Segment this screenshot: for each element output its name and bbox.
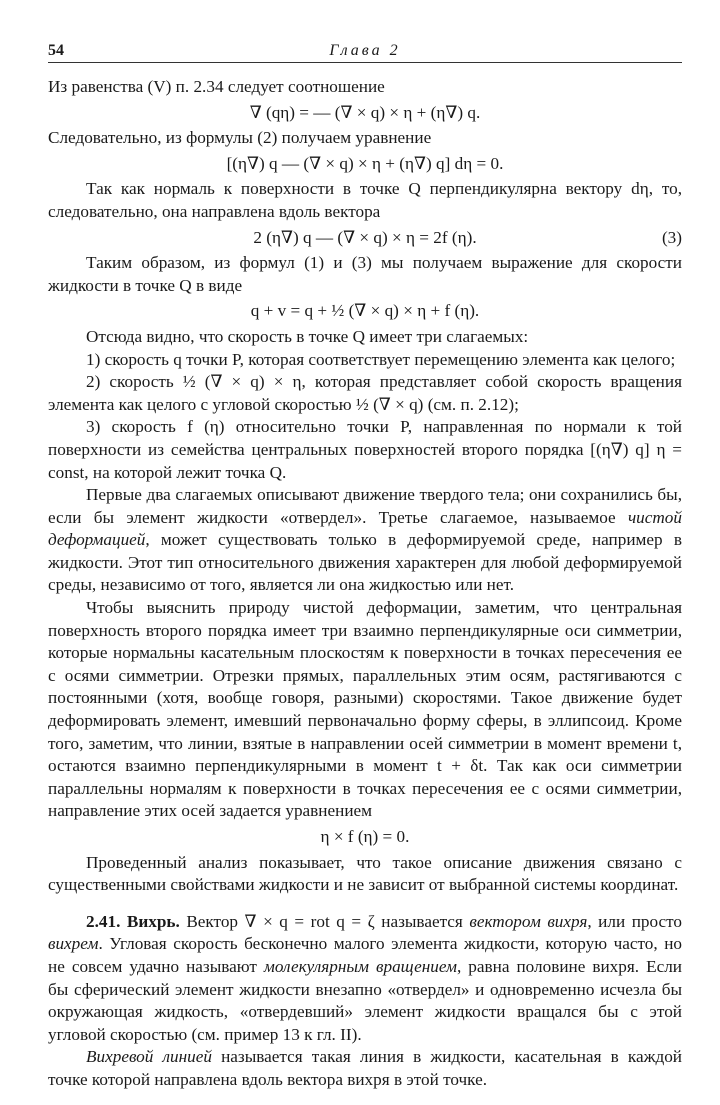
paragraph: Отсюда видно, что скорость в точке Q имеет три слагаемых:: [86, 326, 529, 346]
text-run: называется такая линия в жидкости, касательная в каждой точке которой направлена вдоль вектора вихря в этой точке.: [48, 1047, 682, 1089]
formula: η × f (η) = 0.: [320, 827, 410, 846]
paragraph: Чтобы выяснить природу чистой деформации, заметим, что центральная поверхность второго порядка имеет три взаимно перпендикулярные оси симметрии, которые нормальны касательным плоскостям к поверхности в точках пересечения ее с осями симметрии. Отрезки прямых, параллельных этим осям, растягиваются с постоянными (хотя, вообще говоря, разными) скоростями. Такое движение будет деформировать элемент, имевший первоначально форму сферы, в эллипсоид. Кроме того, заметим, что линии, взятые в направлении осей симметрии в момент времени t, остаются взаимно перпендикулярными в момент t + δt. Так как оси симметрии параллельны нормалям к поверхности в точках пересечения ее с осями симметрии, направление этих осей задается уравнением: [48, 598, 682, 821]
equation-number: (3): [661, 227, 682, 247]
text-run: , может существовать только в деформируемой среде, например в жидкости. Этот тип относительного движения характерен для любой деформируемой среды, независимо от того, является ли она жидкостью или нет.: [48, 530, 682, 595]
list-item: 1) скорость q точки P, которая соответствует перемещению элемента как целого;: [86, 349, 676, 369]
paragraph: [48, 1046, 682, 1091]
formula-body: 2 (η∇) q — (∇ × q) × η = 2f (η).: [253, 227, 477, 247]
page-number: 54: [48, 42, 64, 59]
section-gap: [48, 897, 682, 911]
section-number: 2.41.: [86, 911, 121, 931]
text-run: Первые два слагаемых описывают движение твердого тела; они сохранились бы, если бы элемент жидкости «отвердел». Третье слагаемое, называемое: [48, 485, 682, 527]
formula-numbered: [48, 227, 682, 250]
text-run: , равна половине вихря. Если бы сферический элемент жидкости внезапно «отвердел» и одновременно исчезла бы окружающая жидкость, «отвердевший» элемент жидкости вращался бы с этой угловой скоростью (см. пример 13 к гл. II).: [48, 956, 682, 1044]
paragraph: Из равенства (V) п. 2.34 следует соотношение: [48, 77, 385, 96]
text-run: , или просто: [587, 911, 683, 931]
formula: [(η∇) q — (∇ × q) × η + (η∇) q] dη = 0.: [226, 153, 504, 173]
emphasis-term: Вихревой линией: [86, 1047, 212, 1067]
section-title: Вихрь.: [126, 911, 180, 931]
page-header: [48, 40, 682, 63]
emphasis-term: чистой деформацией: [48, 507, 682, 550]
paragraph: Таким образом, из формул (1) и (3) мы получаем выражение для скорости жидкости в точке Q в виде: [48, 253, 682, 295]
paragraph: Так как нормаль к поверхности в точке Q перпендикулярна вектору dη, то, следовательно, она направлена вдоль вектора: [48, 179, 682, 221]
emphasis-term: вихрем: [48, 934, 99, 954]
emphasis-term: вектором вихря: [469, 911, 588, 931]
list-item: 2) скорость ½ (∇ × q) × η, которая представляет собой скорость вращения элемента как целого с угловой скоростью ½ (∇ × q) (см. п. 2.12);: [48, 372, 682, 414]
text-run: Вектор ∇ × q = rot q = ζ называется: [179, 911, 470, 931]
text-run: . Угловая скорость бесконечно малого элемента жидкости, которую часто, но не совсем удачно называют: [48, 934, 682, 976]
formula: ∇ (qη) = — (∇ × q) × η + (η∇) q.: [249, 102, 481, 122]
page: [48, 40, 682, 1092]
paragraph: Проведенный анализ показывает, что такое описание движения связано с существенными свойствами жидкости и не зависит от выбранной системы координат.: [48, 852, 682, 895]
paragraph: Следовательно, из формулы (2) получаем уравнение: [48, 128, 432, 148]
formula: q + v = q + ½ (∇ × q) × η + f (η).: [250, 301, 480, 321]
list-item: 3) скорость f (η) относительно точки P, направленная по нормали к той поверхности из семейства центральных поверхностей второго порядка [(η∇) q] η = const, на которой лежит точка Q.: [48, 417, 682, 482]
emphasis-term: молекулярным вращением: [263, 956, 457, 976]
paragraph: [48, 484, 682, 597]
chapter-running-head: Глава 2: [329, 42, 401, 59]
section-2-41: [48, 911, 682, 1047]
